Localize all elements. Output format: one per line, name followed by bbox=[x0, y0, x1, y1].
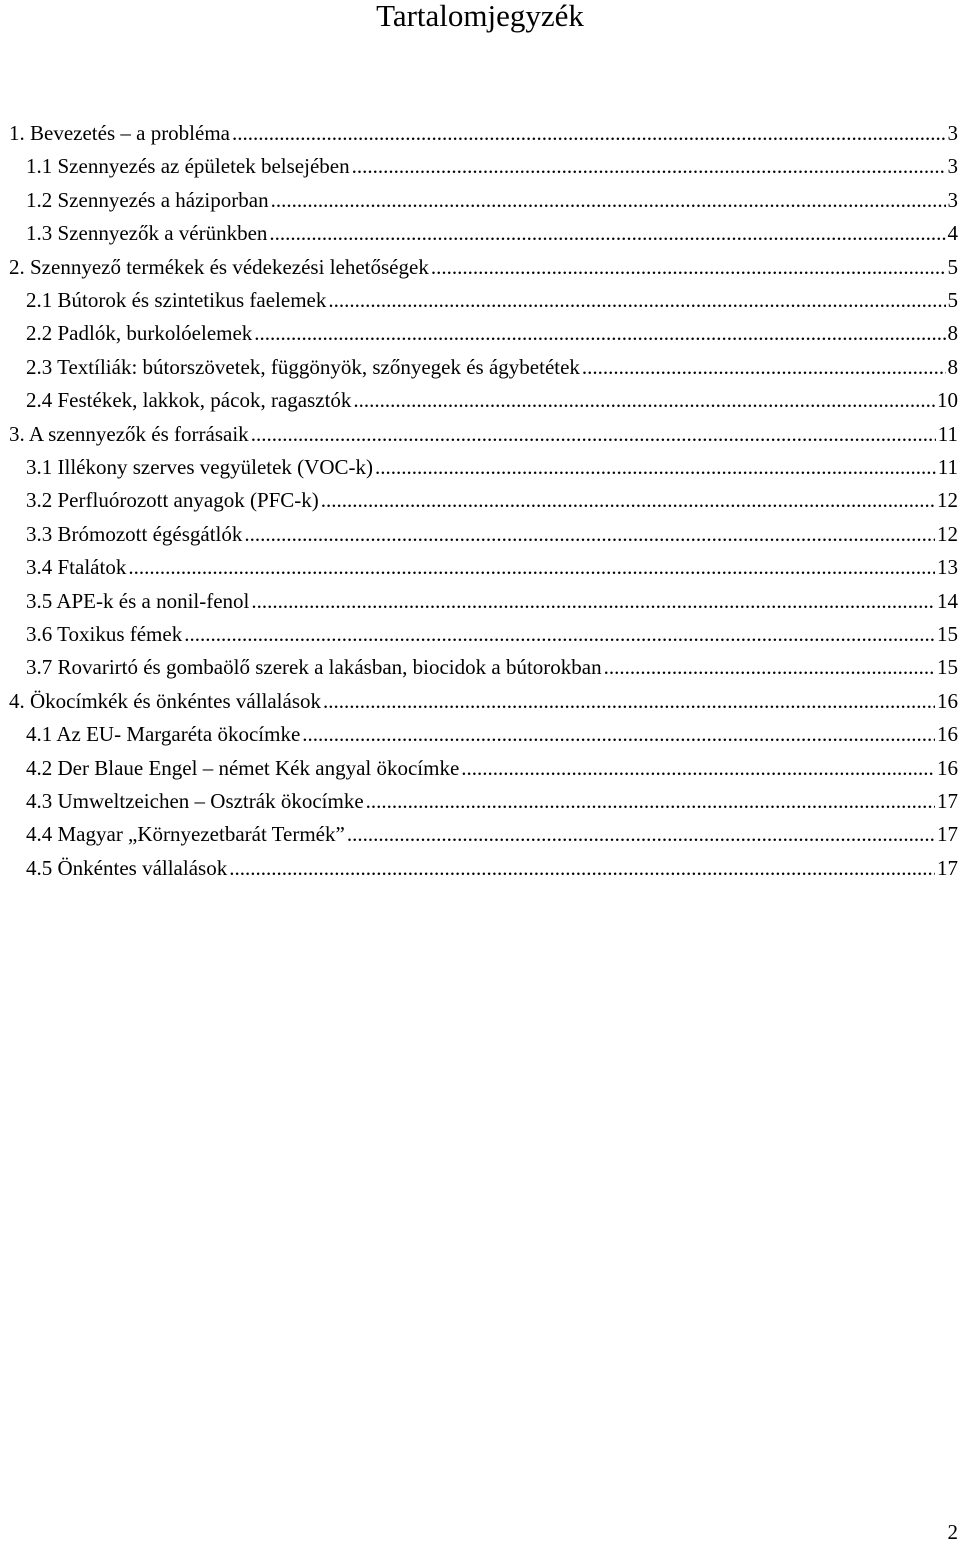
toc-entry[interactable] bbox=[26, 149, 958, 179]
toc-entry-label: 4.5 Önkéntes vállalások bbox=[26, 855, 228, 880]
toc-entry-label: 4.1 Az EU- Margaréta ökocímke bbox=[26, 722, 301, 747]
toc-entry-label: 3.1 Illékony szerves vegyületek (VOC-k) bbox=[26, 455, 373, 479]
toc-entry-page: 4 bbox=[947, 221, 958, 246]
toc-entry[interactable] bbox=[26, 483, 958, 513]
toc-entry-page: 3 bbox=[947, 187, 958, 212]
toc-entry[interactable] bbox=[26, 784, 958, 814]
toc-dot-leader bbox=[244, 521, 935, 547]
toc-dot-leader bbox=[184, 621, 935, 647]
toc-entry-label: 4.2 Der Blaue Engel – német Kék angyal ökocímke bbox=[26, 755, 460, 780]
toc-dot-leader bbox=[232, 120, 946, 146]
toc-entry-page: 15 bbox=[937, 622, 958, 646]
toc-entry[interactable] bbox=[26, 584, 958, 614]
toc-entry-label: 3.5 APE-k és a nonil-fenol bbox=[26, 588, 250, 613]
toc-entry[interactable] bbox=[26, 517, 958, 547]
toc-dot-leader bbox=[271, 187, 946, 213]
toc-entry-label: 2.2 Padlók, burkolóelemek bbox=[26, 321, 253, 346]
toc-entry[interactable] bbox=[26, 183, 958, 213]
toc-entry-label: 4. Ökocímkék és önkéntes vállalások bbox=[9, 688, 322, 713]
toc-dot-leader bbox=[323, 688, 935, 714]
toc-entry[interactable] bbox=[26, 316, 958, 346]
toc-entry[interactable] bbox=[26, 283, 958, 313]
toc-entry-page: 15 bbox=[937, 655, 958, 680]
toc-dot-leader bbox=[251, 588, 935, 614]
toc-dot-leader bbox=[128, 554, 935, 580]
toc-entry-label: 4.3 Umweltzeichen – Osztrák ökocímke bbox=[26, 789, 364, 813]
toc-entry-label: 1.3 Szennyezők a vérünkben bbox=[26, 221, 268, 246]
toc-dot-leader bbox=[321, 487, 935, 513]
toc-dot-leader bbox=[352, 153, 946, 179]
toc-entry-page: 12 bbox=[937, 521, 958, 546]
toc-entry-label: 3.4 Ftalátok bbox=[26, 555, 127, 580]
toc-entry-page: 12 bbox=[937, 488, 958, 513]
toc-dot-leader bbox=[353, 387, 935, 413]
toc-entry[interactable] bbox=[9, 684, 958, 714]
toc-dot-leader bbox=[431, 254, 946, 280]
toc-entry[interactable] bbox=[9, 250, 958, 280]
toc-entry-page: 3 bbox=[947, 154, 958, 179]
toc-entry-page: 3 bbox=[947, 121, 958, 145]
toc-entry-label: 1. Bevezetés – a probléma bbox=[9, 121, 230, 145]
toc-entry[interactable] bbox=[26, 450, 958, 480]
toc-dot-leader bbox=[254, 320, 945, 346]
toc-entry-page: 17 bbox=[937, 855, 958, 880]
toc-dot-leader bbox=[461, 755, 935, 781]
toc-entry[interactable] bbox=[26, 817, 958, 847]
toc-dot-leader bbox=[229, 855, 935, 881]
toc-entry-page: 17 bbox=[937, 822, 958, 847]
toc-entry-label: 3. A szennyezők és forrásaik bbox=[9, 421, 249, 446]
toc-dot-leader bbox=[604, 654, 935, 680]
toc-entry[interactable] bbox=[9, 417, 958, 447]
page-number: 2 bbox=[947, 1520, 958, 1544]
toc-entry-page: 16 bbox=[937, 688, 958, 713]
toc-entry-label: 3.7 Rovarirtó és gombaölő szerek a lakásban, biocidok a bútorokban bbox=[26, 655, 602, 680]
toc-entry[interactable] bbox=[26, 751, 958, 781]
toc-entry-label: 4.4 Magyar „Környezetbarát Termék” bbox=[26, 822, 345, 847]
toc-entry-page: 11 bbox=[937, 455, 958, 479]
toc-dot-leader bbox=[582, 354, 946, 380]
toc-entry-page: 13 bbox=[937, 555, 958, 580]
toc-entry[interactable] bbox=[26, 350, 958, 380]
toc-entry-page: 17 bbox=[937, 789, 958, 813]
toc-dot-leader bbox=[269, 220, 945, 246]
toc-entry[interactable] bbox=[26, 650, 958, 680]
toc-dot-leader bbox=[347, 821, 935, 847]
toc-entry-page: 10 bbox=[937, 388, 958, 413]
toc-dot-leader bbox=[302, 721, 935, 747]
toc-entry-label: 3.2 Perfluórozott anyagok (PFC-k) bbox=[26, 488, 319, 513]
toc-entry[interactable] bbox=[26, 216, 958, 246]
toc-dot-leader bbox=[375, 454, 936, 480]
toc-entry[interactable] bbox=[26, 383, 958, 413]
toc-entry-label: 2.3 Textíliák: bútorszövetek, függönyök, szőnyegek és ágybetétek bbox=[26, 354, 580, 379]
toc-entry-page: 14 bbox=[937, 588, 958, 613]
toc-dot-leader bbox=[366, 788, 935, 814]
page-title: Tartalomjegyzék bbox=[376, 0, 584, 33]
toc-entry-label: 2. Szennyező termékek és védekezési lehetőségek bbox=[9, 254, 429, 279]
toc-entry[interactable] bbox=[26, 617, 958, 647]
toc-entry[interactable] bbox=[9, 116, 958, 146]
toc-entry-label: 3.3 Brómozott égésgátlók bbox=[26, 521, 243, 546]
toc-entry-page: 5 bbox=[947, 254, 958, 279]
toc-entry-label: 2.4 Festékek, lakkok, pácok, ragasztók bbox=[26, 388, 352, 413]
toc-entry-page: 16 bbox=[937, 722, 958, 747]
toc-entry-label: 3.6 Toxikus fémek bbox=[26, 622, 183, 646]
toc-entry-page: 16 bbox=[937, 755, 958, 780]
toc-entry[interactable] bbox=[26, 851, 958, 881]
toc-entry-page: 8 bbox=[947, 354, 958, 379]
toc-dot-leader bbox=[328, 287, 945, 313]
toc-entry-page: 8 bbox=[947, 321, 958, 346]
toc-entry-page: 5 bbox=[947, 288, 958, 312]
toc-entry-page: 11 bbox=[937, 421, 958, 446]
toc-entry[interactable] bbox=[26, 550, 958, 580]
toc-entry-label: 1.1 Szennyezés az épületek belsejében bbox=[26, 154, 350, 179]
toc-entry-label: 1.2 Szennyezés a háziporban bbox=[26, 187, 269, 212]
toc-entry-label: 2.1 Bútorok és szintetikus faelemek bbox=[26, 288, 327, 312]
toc-dot-leader bbox=[251, 421, 936, 447]
toc-entry[interactable] bbox=[26, 717, 958, 747]
